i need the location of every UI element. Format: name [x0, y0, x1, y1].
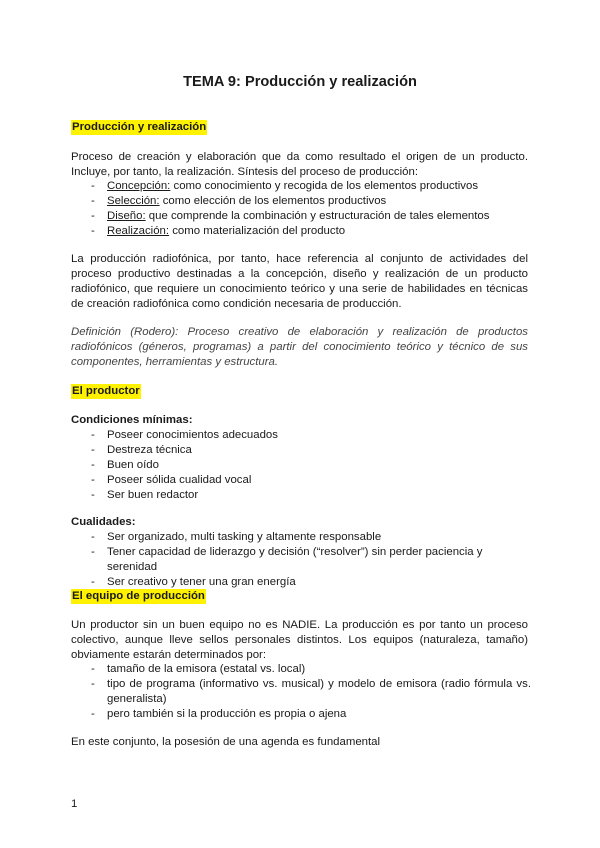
list-item: - tipo de programa (informativo vs. musical) y modelo de emisora (radio fórmula vs. generalista): [91, 677, 531, 707]
equipo-closing: En este conjunto, la posesión de una agenda es fundamental: [71, 736, 381, 748]
section-heading-equipo: El equipo de producción: [72, 590, 205, 602]
conditions-heading: Condiciones mínimas:: [71, 414, 193, 426]
list-item: - Ser organizado, multi tasking y altamente responsable: [91, 530, 531, 545]
list-item-text: como materialización del producto: [169, 225, 346, 237]
section-heading-productor: El productor: [72, 385, 140, 397]
list-item-text: como conocimiento y recogida de los elementos productivos: [170, 180, 479, 192]
list-item: - Destreza técnica: [91, 443, 531, 458]
produccion-process-list: [91, 179, 531, 239]
produccion-intro: Proceso de creación y elaboración que da como resultado el origen de un producto. Incluye, por tanto, la realización. Síntesis del proceso de producción:: [71, 151, 528, 178]
equipo-factors-list: [91, 662, 531, 722]
list-item: - pero también si la producción es propia o ajena: [91, 707, 531, 722]
page-title: TEMA 9: Producción y realización: [183, 74, 417, 90]
list-item: - Tener capacidad de liderazgo y decisión (“resolver”) sin perder paciencia y serenidad: [91, 545, 531, 575]
list-item: [91, 224, 531, 239]
list-item: [91, 179, 531, 194]
qualities-heading: Cualidades:: [71, 516, 136, 528]
list-item: - Buen oído: [91, 458, 531, 473]
page-number: 1: [71, 798, 78, 810]
list-item: - tamaño de la emisora (estatal vs. local): [91, 662, 531, 677]
equipo-intro: Un productor sin un buen equipo no es NADIE. La producción es por tanto un proceso colectivo, aunque lleve sellos personales distintos. Los equipos (naturaleza, tamaño) obviamente estarán determinados por:: [71, 619, 528, 661]
list-item: [91, 209, 531, 224]
list-item: - Poseer conocimientos adecuados: [91, 428, 531, 443]
list-item-text: como elección de los elementos productivos: [159, 195, 387, 207]
conditions-list: [91, 428, 531, 503]
list-item-term: Diseño:: [107, 210, 146, 222]
produccion-paragraph: La producción radiofónica, por tanto, hace referencia al conjunto de actividades del proceso productivo destinadas a la concepción, diseño y realización de un producto radiofónico, que requiere un conocimiento teórico y una serie de habilidades en técnicas de creación radiofónica como condición necesaria de producción.: [71, 253, 528, 310]
qualities-list: [91, 530, 531, 590]
list-item: - Poseer sólida cualidad vocal: [91, 473, 531, 488]
list-item: - Ser creativo y tener una gran energía: [91, 575, 531, 590]
list-item: - Ser buen redactor: [91, 488, 531, 503]
produccion-definition: Definición (Rodero): Proceso creativo de elaboración y realización de productos radiofónicos (géneros, programas) a partir del conocimiento teórico y técnico de sus componentes, herramientas y estructura.: [71, 326, 528, 368]
section-heading-produccion: Producción y realización: [72, 121, 207, 133]
list-item: [91, 194, 531, 209]
list-item-term: Realización:: [107, 225, 170, 237]
list-item-term: Concepción:: [107, 180, 171, 192]
list-item-term: Selección:: [107, 195, 160, 207]
list-item-text: que comprende la combinación y estructuración de tales elementos: [145, 210, 490, 222]
